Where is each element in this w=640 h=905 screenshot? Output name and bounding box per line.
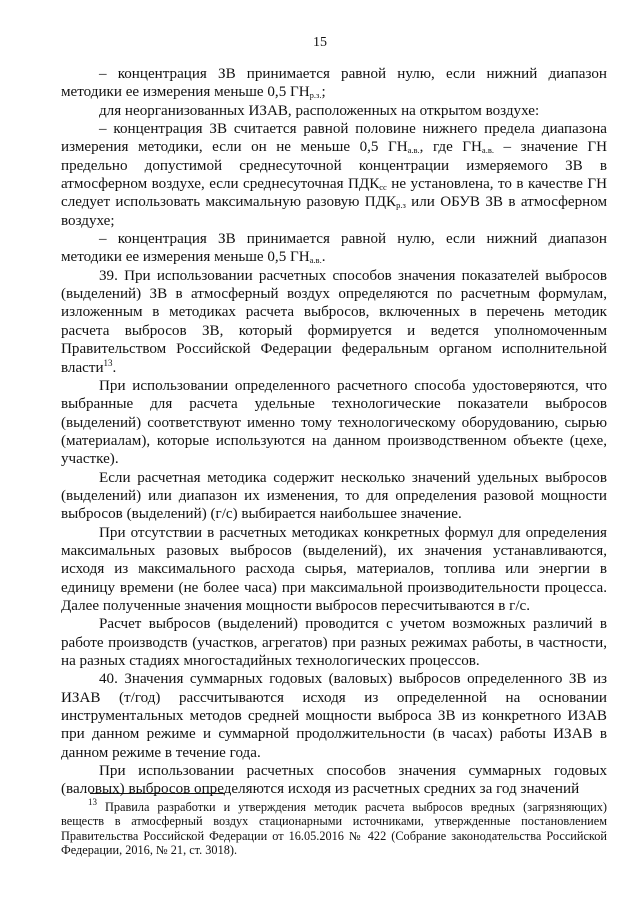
paragraph-6: При использовании определенного расчетного способа удостоверяются, что выбранные для расчета удельные технологические показатели выбросов (выделений) соответствуют именно тому технологическому оборудованию, сырью (материалам), которые используются на данном производственном объекте (цехе, участке). [61, 377, 607, 468]
paragraph-9: Расчет выбросов (выделений) проводится с учетом возможных различий в работе производств (участков, агрегатов) при разных режимах работы, в частности, на разных стадиях многостадийных технологических процессов. [61, 616, 607, 669]
footnote-text: $^{13}$ Правила разработки и утверждения методик расчета выбросов вредных (загрязняющих) веществ в атмосферный воздух стационарными источниками, утвержденные постановлением Правительства Российской Федерации от 16.05.2016 № 422 (Собрание законодательства Российской Федерации, 2016, № 21, ст. 3018). [61, 797, 607, 857]
paragraph-1: – концентрация ЗВ принимается равной нулю, если нижний диапазон методики ее измерения меньше 0,5 $ГН_{р.з.}$; [61, 66, 607, 101]
paragraph-2: для неорганизованных ИЗАВ, расположенных на открытом воздухе: [99, 102, 540, 119]
footnote [61, 797, 607, 857]
main-text [61, 65, 607, 799]
paragraph-5: 39. При использовании расчетных способов значения показателей выбросов (выделений) ЗВ в атмосферный воздух определяются по расчетным формулам, изложенным в методиках расчета выбросов, включенных в перечень методик расчета выбросов ЗВ, который формируется и ведется уполномоченным Правительством Российской Федерации федеральным органом исполнительной власти$^{13}$. [61, 267, 607, 376]
paragraph-10: 40. Значения суммарных годовых (валовых) выбросов определенного ЗВ из ИЗАВ (т/год) рассчитываются исходя из определенной на основании инструментальных методов средней мощности выброса ЗВ из конкретного ИЗАВ при данном режиме и суммарной продолжительности (в часах) работы ИЗАВ в данном режиме в течение года. [61, 671, 607, 761]
paragraph-3: – концентрация ЗВ считается равной половине нижнего предела диапазона измерения методики, если он не меньше 0,5 $ГН_{а.в.}$, где $ГН_{а.в.}$ – значение ГН предельно допустимой среднесуточной концентрации измеряемого ЗВ в атмосферном воздухе, если среднесуточная $ПДК_{сс}$ не установлена, то в качестве ГН следует использовать максимальную разовую $ПДК_{р.з}$ или ОБУВ ЗВ в атмосферном воздухе; [61, 121, 607, 229]
paragraph-7: Если расчетная методика содержит несколько значений удельных выбросов (выделений) или диапазон их изменения, то для определения разовой мощности выбросов (выделений) (г/с) выбирается наибольшее значение. [61, 469, 607, 523]
paragraph-4: – концентрация ЗВ принимается равной нулю, если нижний диапазон методики ее измерения меньше 0,5 $ГН_{а.в.}$. [61, 231, 607, 266]
footnote-divider [90, 793, 225, 794]
page-number: 15 [313, 35, 327, 50]
footnote-number: 13 [88, 797, 97, 807]
paragraph-11: При использовании расчетных способов значения суммарных годовых (валовых) выбросов определяются исходя из расчетных средних за год значений [61, 763, 607, 798]
footnote-ref: 13 [103, 357, 113, 368]
paragraph-8: При отсутствии в расчетных методиках конкретных формул для определения максимальных разовых выбросов (выделений), их значения устанавливаются, исходя из максимального расхода сырья, материалов, топлива или энергии в единицу времени (не более часа) при максимальной производительности процесса. Далее полученные значения мощности выбросов пересчитываются в г/с. [61, 524, 607, 614]
